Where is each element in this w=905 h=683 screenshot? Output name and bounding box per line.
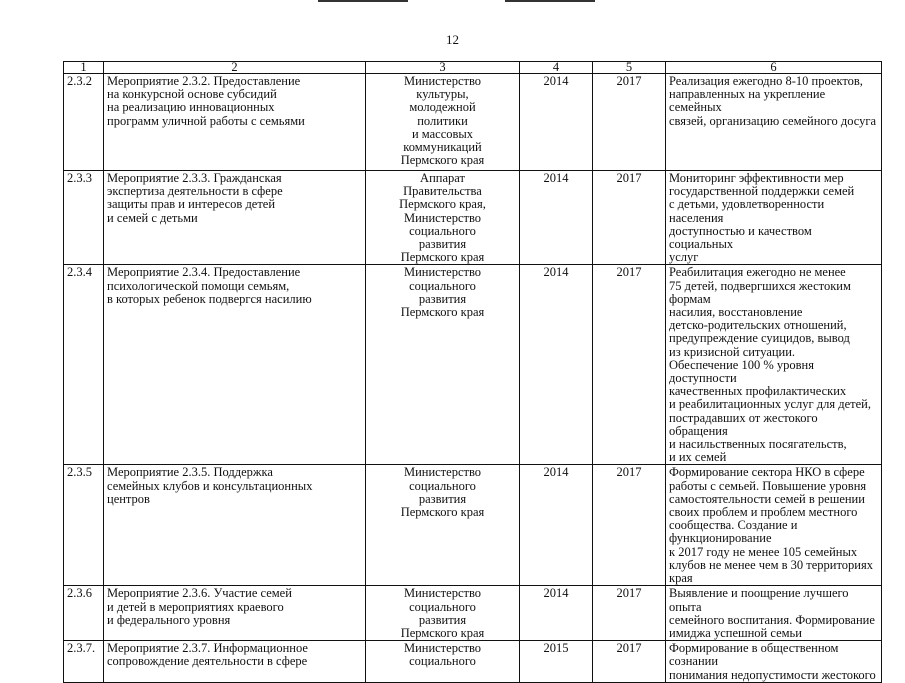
header-rule-right [505, 0, 595, 2]
column-header: 6 [666, 62, 882, 74]
table-row [64, 74, 882, 171]
column-header: 2 [104, 62, 366, 74]
activity-cell: Мероприятие 2.3.6. Участие семей и детей в мероприятиях краевого и федерального уровня [104, 586, 366, 641]
result-cell: Реабилитация ежегодно не менее 75 детей, подвергшихся жестоким формам насилия, восстановление детско-родительских отношений, предупреждение суицидов, вывод из кризисной ситуации. Обеспечение 100 % уровня доступности качественных профилактических и реабилитационных услуг для детей, пострадавших от жестокого обращения и насильственных посягательств, и их семей [666, 265, 882, 465]
end-year-cell: 2017 [593, 641, 666, 683]
ministry-cell: Министерство социального развития Пермского края [366, 265, 520, 465]
result-cell: Формирование сектора НКО в сфере работы с семьей. Повышение уровня самостоятельности семей в решении своих проблем и проблем местного сообщества. Создание и функционирование к 2017 году не менее 105 семейных клубов не менее чем в 30 территориях края [666, 465, 882, 586]
page-number: 12 [446, 32, 459, 47]
row-number: 2.3.5 [64, 465, 104, 586]
column-header: 3 [366, 62, 520, 74]
ministry-cell: Министерство социального развития Пермского края [366, 465, 520, 586]
activity-cell: Мероприятие 2.3.4. Предоставление психологической помощи семьям, в которых ребенок подвергся насилию [104, 265, 366, 465]
row-number: 2.3.7. [64, 641, 104, 683]
start-year-cell: 2014 [520, 171, 593, 265]
end-year-cell: 2017 [593, 265, 666, 465]
column-header: 5 [593, 62, 666, 74]
ministry-cell: Министерство социального [366, 641, 520, 683]
result-cell: Формирование в общественном сознании понимания недопустимости жестокого [666, 641, 882, 683]
header-rule-left [318, 0, 408, 2]
table-row [64, 265, 882, 465]
table-row [64, 465, 882, 586]
end-year-cell: 2017 [593, 74, 666, 171]
table-row [64, 586, 882, 641]
activity-cell: Мероприятие 2.3.7. Информационное сопровождение деятельности в сфере [104, 641, 366, 683]
end-year-cell: 2017 [593, 586, 666, 641]
activity-cell: Мероприятие 2.3.2. Предоставление на конкурсной основе субсидий на реализацию инновационных программ уличной работы с семьями [104, 74, 366, 171]
row-number: 2.3.2 [64, 74, 104, 171]
result-cell: Выявление и поощрение лучшего опыта семейного воспитания. Формирование имиджа успешной семьи [666, 586, 882, 641]
end-year-cell: 2017 [593, 465, 666, 586]
start-year-cell: 2014 [520, 265, 593, 465]
ministry-cell: Министерство культуры, молодежной политики и массовых коммуникаций Пермского края [366, 74, 520, 171]
ministry-cell: Министерство социального развития Пермского края [366, 586, 520, 641]
activity-cell: Мероприятие 2.3.5. Поддержка семейных клубов и консультационных центров [104, 465, 366, 586]
start-year-cell: 2014 [520, 465, 593, 586]
row-number: 2.3.6 [64, 586, 104, 641]
table-row [64, 171, 882, 265]
start-year-cell: 2014 [520, 586, 593, 641]
result-cell: Реализация ежегодно 8-10 проектов, направленных на укрепление семейных связей, организацию семейного досуга [666, 74, 882, 171]
column-header: 4 [520, 62, 593, 74]
end-year-cell: 2017 [593, 171, 666, 265]
row-number: 2.3.4 [64, 265, 104, 465]
events-table [63, 61, 882, 683]
row-number: 2.3.3 [64, 171, 104, 265]
start-year-cell: 2015 [520, 641, 593, 683]
ministry-cell: Аппарат Правительства Пермского края, Министерство социального развития Пермского края [366, 171, 520, 265]
activity-cell: Мероприятие 2.3.3. Гражданская экспертиза деятельности в сфере защиты прав и интересов детей и семей с детьми [104, 171, 366, 265]
start-year-cell: 2014 [520, 74, 593, 171]
column-header: 1 [64, 62, 104, 74]
result-cell: Мониторинг эффективности мер государственной поддержки семей с детьми, удовлетворенности населения доступностью и качеством социальных услуг [666, 171, 882, 265]
table-row [64, 641, 882, 683]
header-row [64, 62, 882, 74]
